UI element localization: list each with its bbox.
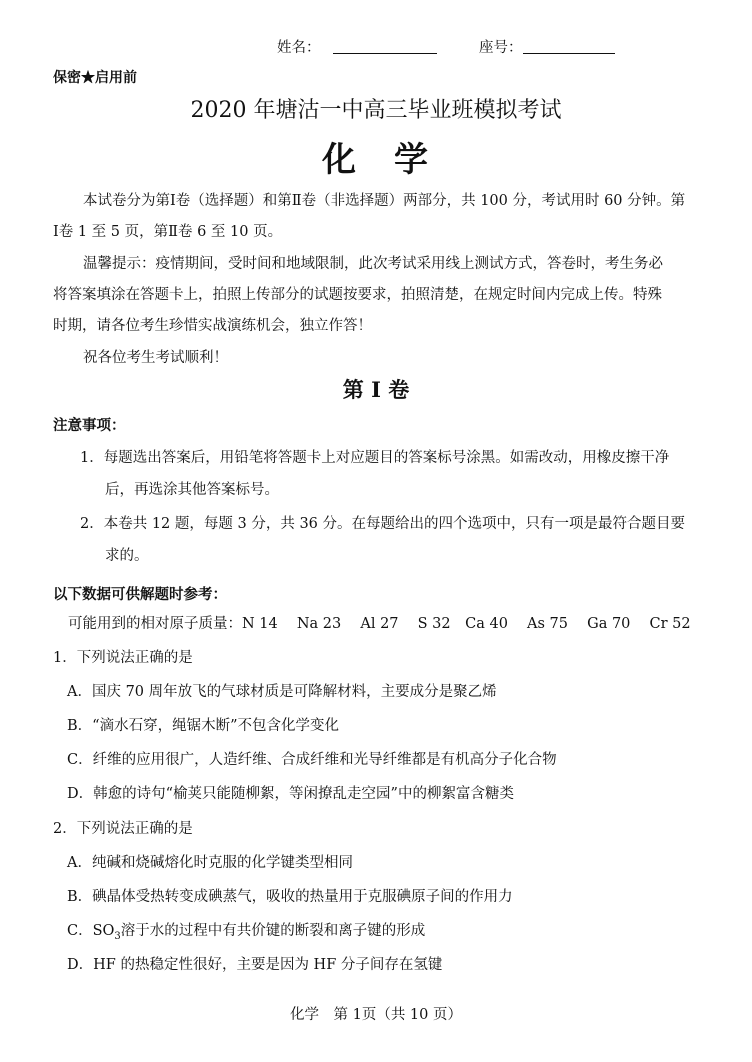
reference-heading: 以下数据可供解题时参考： <box>53 586 227 603</box>
notes-heading: 注意事项： <box>53 417 126 434</box>
page-footer: 化学 第 1页（共 10 页） <box>289 1007 462 1023</box>
question-2-option-a: A．纯碱和烧碱熔化时克服的化学键类型相同 <box>67 855 353 871</box>
question-2-option-c <box>67 919 425 942</box>
seat-field-label: 座号： <box>479 40 523 56</box>
intro-paragraph-3 <box>53 343 705 374</box>
intro-p2-line2: 将答案填涂在答题卡上，拍照上传部分的试题按要求，拍照清楚，在规定时间内完成上传。特殊 <box>53 287 662 303</box>
question-2-option-c-text: 溶于水的过程中有共价键的断裂和离子键的形成 <box>120 923 426 939</box>
question-1-option-b: B．“滴水石穿，绳锯木断”不包含化学变化 <box>67 718 339 734</box>
question-1-option-c: C．纤维的应用很广，人造纤维、合成纤维和光导纤维都是有机高分子化合物 <box>67 752 557 768</box>
question-2-option-b: B．碘晶体受热转变成碘蒸气，吸收的热量用于克服碘原子间的作用力 <box>67 889 513 905</box>
note-item-1 <box>80 442 705 506</box>
seat-field-line <box>523 37 615 54</box>
section-title: 第 Ⅰ 卷 <box>342 377 410 402</box>
note-item-2-line2: 求的。 <box>105 548 149 564</box>
exam-title: 2020 年塘沽一中高三毕业班模拟考试 <box>190 98 562 123</box>
intro-p1-line2: Ⅰ卷 1 至 5 页，第Ⅱ卷 6 至 10 页。 <box>53 224 283 240</box>
notes-list <box>80 442 705 572</box>
secret-mark: 保密★启用前 <box>53 70 137 86</box>
question-2-option-c-subscript: 3 <box>114 930 121 942</box>
question-2-option-d: D．HF 的热稳定性很好，主要是因为 HF 分子间存在氢键 <box>67 957 443 973</box>
intro-p3: 祝各位考生考试顺利！ <box>83 350 228 366</box>
note-item-2-line1: 2．本卷共 12 题，每题 3 分，共 36 分。在每题给出的四个选项中，只有一项是最符合题目要 <box>80 516 686 532</box>
note-item-2 <box>80 508 705 572</box>
intro-p1-line1: 本试卷分为第Ⅰ卷（选择题）和第Ⅱ卷（非选择题）两部分，共 100 分，考试用时 60 分钟。第 <box>83 193 686 209</box>
atomic-masses: 可能用到的相对原子质量：N 14 Na 23 Al 27 S 32 Ca 40 As 75 Ga 70 Cr 52 <box>68 616 691 632</box>
question-2-stem: 2．下列说法正确的是 <box>53 821 193 837</box>
name-field-label: 姓名： <box>277 40 321 56</box>
question-2-option-c-formula: C．SO <box>67 923 115 939</box>
intro-p2-line1: 温馨提示：疫情期间，受时间和地域限制，此次考试采用线上测试方式，答卷时，考生务必 <box>83 256 663 272</box>
intro-paragraph-1 <box>53 186 705 248</box>
question-1-option-a: A．国庆 70 周年放飞的气球材质是可降解材料，主要成分是聚乙烯 <box>67 684 497 700</box>
note-item-1-line2: 后，再选涂其他答案标号。 <box>105 482 279 498</box>
question-1-option-d: D．韩愈的诗句“榆荚只能随柳絮，等闲撩乱走空园”中的柳絮富含糖类 <box>67 786 514 802</box>
name-field-line <box>333 37 437 54</box>
question-1-stem: 1．下列说法正确的是 <box>53 650 193 666</box>
intro-paragraph-2 <box>53 249 705 342</box>
intro-p2-line3: 时期，请各位考生珍惜实战演练机会，独立作答！ <box>53 318 372 334</box>
subject-title: 化 学 <box>322 140 430 180</box>
note-item-1-line1: 1．每题选出答案后，用铅笔将答题卡上对应题目的答案标号涂黑。如需改动，用橡皮擦干净 <box>80 450 670 466</box>
